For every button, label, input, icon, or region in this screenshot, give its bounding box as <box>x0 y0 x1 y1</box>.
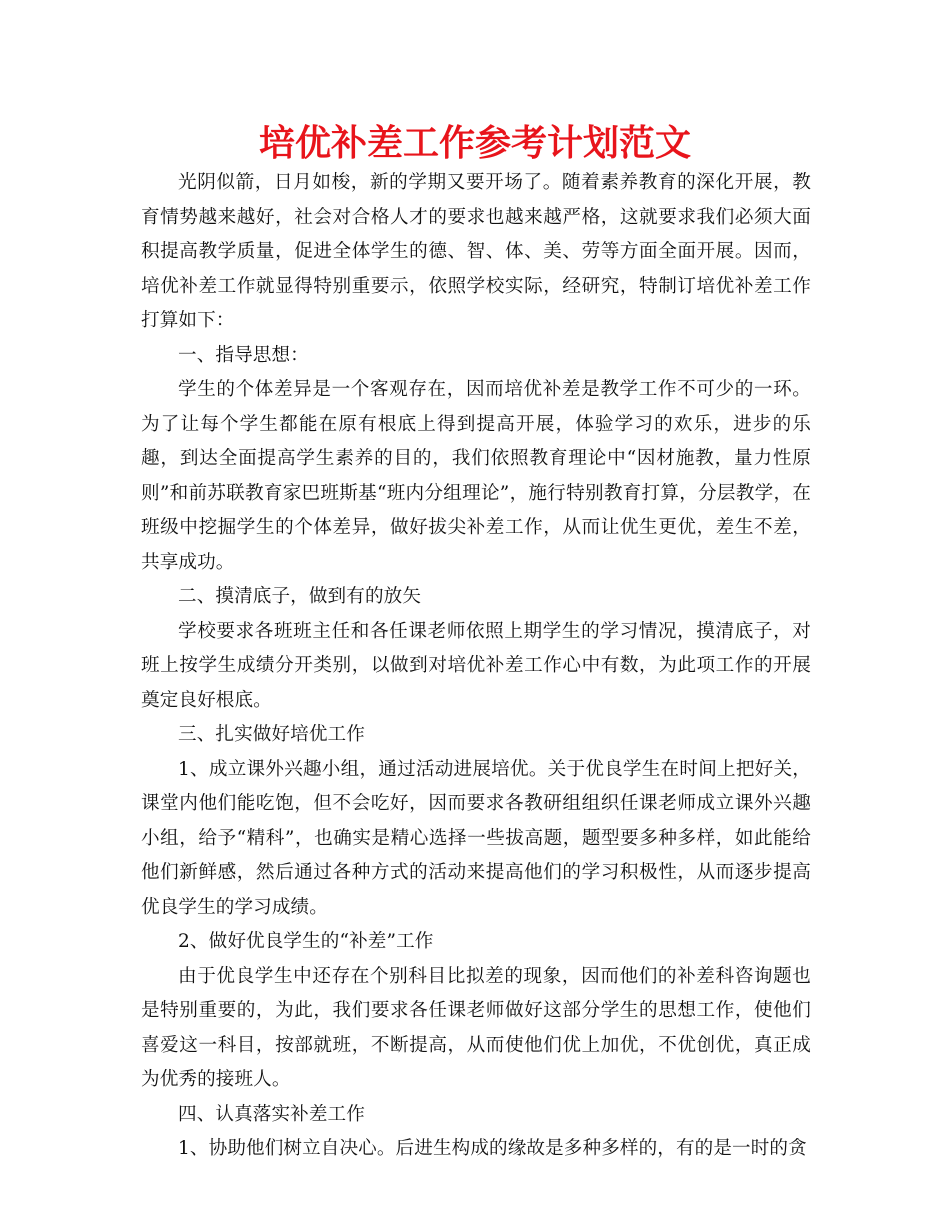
paragraph-intro: 光阴似箭，日月如梭，新的学期又要开场了。随着素养教育的深化开展，教育情势越来越好，社会对合格人才的要求也越来越严格，这就要求我们必须大面积提高教学质量，促进全体学生的德、智、体、美、劳等方面全面开展。因而，培优补差工作就显得特别重要示，依照学校实际，经研究，特制订培优补差工作打算如下： <box>141 172 811 331</box>
document-body <box>141 166 811 1167</box>
paragraph-confidence: 1、协助他们树立自决心。后进生构成的缘故是多种多样的，有的是一时的贪 <box>178 1138 807 1159</box>
document-title: 培优补差工作参考计划范文 <box>258 122 691 164</box>
paragraph-baseline: 学校要求各班班主任和各任课老师依照上期学生的学习情况，摸清底子，对班上按学生成绩分开类别，以做到对培优补差工作心中有数，为此项工作的开展奠定良好根底。 <box>141 620 811 711</box>
subheading-top-students: 2、做好优良学生的“补差”工作 <box>178 931 434 952</box>
paragraph-top-students: 由于优良学生中还存在个别科目比拟差的现象，因而他们的补差科咨询题也是特别重要的，为此，我们要求各任课老师做好这部分学生的思想工作，使他们喜爱这一科目，按部就班，不断提高，从而使他们优上加优，不优创优，真正成为优秀的接班人。 <box>141 965 811 1090</box>
paragraph-guiding-thought: 学生的个体差异是一个客观存在，因而培优补差是教学工作不可少的一环。为了让每个学生都能在原有根底上得到提高开展，体验学习的欢乐，进步的乐趣，到达全面提高学生素养的目的，我们依照教育理论中“因材施教，量力性原则”和前苏联教育家巴班斯基“班内分组理论”，施行特别教育打算，分层教学，在班级中挖掘学生的个体差异，做好拔尖补差工作，从而让优生更优，差生不差，共享成功。 <box>141 379 811 573</box>
section-heading-2: 二、摸清底子，做到有的放矢 <box>178 586 422 607</box>
section-heading-4: 四、认真落实补差工作 <box>178 1103 365 1125</box>
paragraph-interest-groups: 1、成立课外兴趣小组，通过活动进展培优。关于优良学生在时间上把好关，课堂内他们能吃饱，但不会吃好，因而要求各教研组组织任课老师成立课外兴趣小组，给予“精科”，也确实是精心选择一些拔高题，题型要多种多样，如此能给他们新鲜感，然后通过各种方式的活动来提高他们的学习积极性，从而逐步提高优良学生的学习成绩。 <box>141 758 811 918</box>
section-heading-1: 一、指导思想： <box>178 344 309 366</box>
section-heading-3: 三、扎实做好培优工作 <box>178 724 365 745</box>
